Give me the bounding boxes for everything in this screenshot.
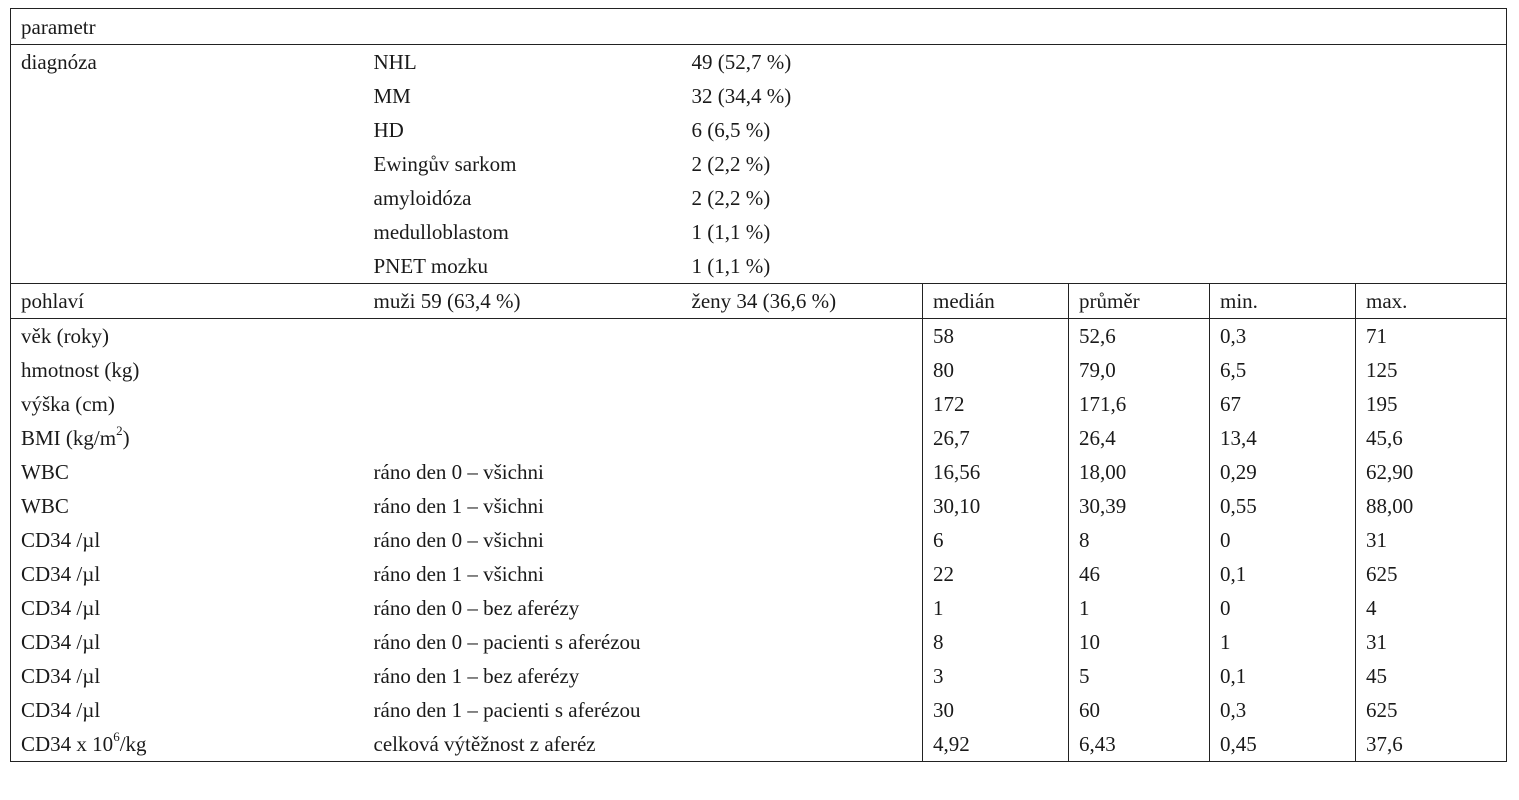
diagnosis-row [11, 45, 1507, 80]
diagnosis-value: 1 (1,1 %) [682, 215, 1507, 249]
table-row [11, 727, 1507, 762]
max-value: 45 [1356, 659, 1507, 693]
parameter-text: WBC [21, 460, 69, 484]
min-value: 0 [1210, 591, 1356, 625]
parameter-text: CD34 /µl [21, 630, 101, 654]
parameter-text: věk (roky) [21, 324, 110, 348]
parameter-name [11, 557, 364, 591]
diagnosis-row [11, 147, 1507, 181]
sex-men: muži 59 (63,4 %) [364, 284, 682, 319]
patient-characteristics-table [10, 8, 1507, 762]
diagnosis-value: 32 (34,4 %) [682, 79, 1507, 113]
parameter-name [11, 489, 364, 523]
parameter-superscript: 2 [116, 423, 123, 438]
parameter-name [11, 353, 364, 387]
diagnosis-row [11, 181, 1507, 215]
mean-value: 1 [1069, 591, 1210, 625]
max-value: 625 [1356, 693, 1507, 727]
mean-value: 52,6 [1069, 319, 1210, 354]
table-row [11, 489, 1507, 523]
header-parametr-cell: parametr [11, 9, 1507, 45]
table-row [11, 387, 1507, 421]
max-value: 195 [1356, 387, 1507, 421]
column-header-mean: průměr [1069, 284, 1210, 319]
table-row [11, 659, 1507, 693]
parameter-name [11, 625, 364, 659]
table-row [11, 693, 1507, 727]
parameter-text: BMI (kg/m [21, 426, 117, 450]
diagnosis-name: Ewingův sarkom [373, 152, 517, 176]
min-value: 0,3 [1210, 693, 1356, 727]
parameter-text: hmotnost (kg) [21, 358, 140, 382]
median-value: 80 [923, 353, 1069, 387]
min-value: 0,29 [1210, 455, 1356, 489]
diagnosis-label: diagnóza [11, 45, 364, 80]
diagnosis-value: 2 (2,2 %) [682, 147, 1507, 181]
diagnosis-label-spacer [11, 113, 364, 147]
min-value: 0 [1210, 523, 1356, 557]
parameter-text: CD34 /µl [21, 664, 101, 688]
header-row [11, 9, 1507, 45]
parameter-name [11, 421, 364, 455]
min-value: 0,55 [1210, 489, 1356, 523]
max-value: 125 [1356, 353, 1507, 387]
diagnosis-name: amyloidóza [373, 186, 472, 210]
max-value: 88,00 [1356, 489, 1507, 523]
table-row [11, 557, 1507, 591]
min-value: 1 [1210, 625, 1356, 659]
parameter-name [11, 659, 364, 693]
median-value: 30 [923, 693, 1069, 727]
diagnosis-name: NHL [373, 50, 417, 74]
max-value: 625 [1356, 557, 1507, 591]
min-value: 0,1 [1210, 557, 1356, 591]
parameter-text: výška (cm) [21, 392, 115, 416]
parameter-text: CD34 x 10 [21, 732, 114, 756]
diagnosis-name: HD [373, 118, 404, 142]
median-value: 3 [923, 659, 1069, 693]
parameter-note: ráno den 1 – pacienti s aferézou [373, 698, 641, 722]
parameter-name [11, 591, 364, 625]
mean-value: 6,43 [1069, 727, 1210, 762]
sex-label: pohlaví [11, 284, 364, 319]
parameter-note: ráno den 0 – bez aferézy [373, 596, 580, 620]
min-value: 0,3 [1210, 319, 1356, 354]
table-row [11, 455, 1507, 489]
parameter-note: ráno den 1 – bez aferézy [373, 664, 580, 688]
parameter-text: CD34 /µl [21, 596, 101, 620]
diagnosis-row [11, 249, 1507, 284]
sex-women: ženy 34 (36,6 %) [682, 284, 923, 319]
diagnosis-name: PNET mozku [364, 249, 682, 284]
sex-stats-header-row [11, 284, 1507, 319]
parameter-suffix: ) [122, 426, 130, 450]
parameter-note: ráno den 1 – všichni [373, 562, 544, 586]
diagnosis-value: 6 (6,5 %) [682, 113, 1507, 147]
max-value: 31 [1356, 625, 1507, 659]
diagnosis-value: 2 (2,2 %) [682, 181, 1507, 215]
parameter-note: ráno den 0 – pacienti s aferézou [373, 630, 641, 654]
max-value: 37,6 [1356, 727, 1507, 762]
parameter-name [11, 319, 364, 354]
parameter-name [11, 693, 364, 727]
parameter-name [11, 727, 364, 762]
median-value: 30,10 [923, 489, 1069, 523]
parameter-name [11, 523, 364, 557]
parameter-suffix: /kg [119, 732, 147, 756]
parameter-name [11, 455, 364, 489]
table-row [11, 353, 1507, 387]
parameter-note: ráno den 1 – všichni [373, 494, 544, 518]
min-value: 67 [1210, 387, 1356, 421]
median-value: 8 [923, 625, 1069, 659]
parameter-text: CD34 /µl [21, 698, 101, 722]
parameter-text: CD34 /µl [21, 528, 101, 552]
diagnosis-label-spacer [11, 181, 364, 215]
max-value: 71 [1356, 319, 1507, 354]
mean-value: 46 [1069, 557, 1210, 591]
diagnosis-name: medulloblastom [373, 220, 509, 244]
parameter-note: celková výtěžnost z aferéz [364, 727, 923, 762]
table-row [11, 591, 1507, 625]
parameter-note: ráno den 0 – všichni [373, 528, 544, 552]
min-value: 13,4 [1210, 421, 1356, 455]
max-value: 4 [1356, 591, 1507, 625]
min-value: 0,1 [1210, 659, 1356, 693]
median-value: 22 [923, 557, 1069, 591]
median-value: 6 [923, 523, 1069, 557]
mean-value: 8 [1069, 523, 1210, 557]
table-row [11, 421, 1507, 455]
max-value: 62,90 [1356, 455, 1507, 489]
max-value: 31 [1356, 523, 1507, 557]
median-value: 26,7 [923, 421, 1069, 455]
parameter-note [364, 387, 923, 421]
mean-value: 5 [1069, 659, 1210, 693]
table-row [11, 523, 1507, 557]
parameter-note [364, 421, 923, 455]
median-value: 1 [923, 591, 1069, 625]
parameter-superscript: 6 [113, 729, 120, 744]
diagnosis-row [11, 215, 1507, 249]
diagnosis-value: 49 (52,7 %) [682, 45, 1507, 80]
median-value: 4,92 [923, 727, 1069, 762]
column-header-min: min. [1210, 284, 1356, 319]
table-row [11, 625, 1507, 659]
mean-value: 18,00 [1069, 455, 1210, 489]
mean-value: 26,4 [1069, 421, 1210, 455]
parameter-text: CD34 /µl [21, 562, 101, 586]
median-value: 58 [923, 319, 1069, 354]
diagnosis-label-spacer [11, 215, 364, 249]
parameter-note [364, 353, 923, 387]
parameter-note [364, 319, 923, 354]
table-row [11, 319, 1507, 354]
column-header-max: max. [1356, 284, 1507, 319]
min-value: 0,45 [1210, 727, 1356, 762]
mean-value: 79,0 [1069, 353, 1210, 387]
mean-value: 30,39 [1069, 489, 1210, 523]
diagnosis-name: MM [373, 84, 411, 108]
diagnosis-row [11, 113, 1507, 147]
median-value: 16,56 [923, 455, 1069, 489]
column-header-median: medián [923, 284, 1069, 319]
min-value: 6,5 [1210, 353, 1356, 387]
median-value: 172 [923, 387, 1069, 421]
diagnosis-row [11, 79, 1507, 113]
diagnosis-value: 1 (1,1 %) [682, 249, 1507, 284]
mean-value: 60 [1069, 693, 1210, 727]
mean-value: 171,6 [1069, 387, 1210, 421]
parameter-name [11, 387, 364, 421]
mean-value: 10 [1069, 625, 1210, 659]
diagnosis-label-spacer [11, 249, 364, 284]
parameter-text: WBC [21, 494, 69, 518]
parameter-note: ráno den 0 – všichni [373, 460, 544, 484]
max-value: 45,6 [1356, 421, 1507, 455]
diagnosis-label-spacer [11, 147, 364, 181]
diagnosis-label-spacer [11, 79, 364, 113]
